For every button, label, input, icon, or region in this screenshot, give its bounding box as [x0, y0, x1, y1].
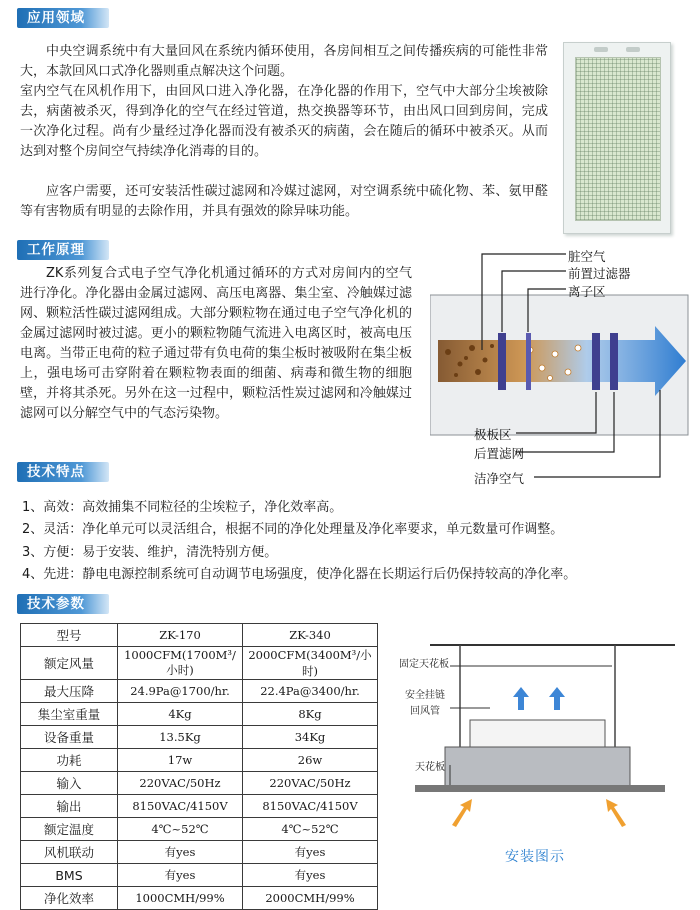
param-value-cell: 8Kg: [243, 703, 378, 726]
table-header-cell: ZK-170: [118, 624, 243, 647]
principle-paragraph: ZK系列复合式电子空气净化机通过循环的方式对房间内的空气进行净化。净化器由金属过滤网、高压电离器、集尘室、冷触媒过滤网、颗粒活性碳过滤网组成。大部分颗粒物在通过电子空气净化机的金属过滤网时被过滤。更小的颗粒物随气流进入电离区时，被高电压电离。当带正电荷的粒子通过带有负电荷的集尘板时被吸附在集尘板上，强电场可击穿附着在颗粒物表面的细菌、病毒和微生物的细胞壁，并将其杀死。另外在这一过程中，颗粒活性炭过滤网和冷触媒过滤网可以分解空气中的气态污染物。: [20, 266, 412, 421]
table-header-row: [21, 624, 378, 647]
param-name-cell: 集尘室重量: [21, 703, 118, 726]
table-row: [21, 841, 378, 864]
airflow-up-arrow-icon: [513, 687, 565, 710]
table-row: [21, 749, 378, 772]
param-name-cell: 功耗: [21, 749, 118, 772]
param-value-cell: 2000CMH/99%: [243, 887, 378, 910]
section-title-application: 应用领域: [17, 8, 109, 28]
diagram-label-dirty-air: 脏空气: [568, 249, 606, 264]
param-name-cell: 输入: [21, 772, 118, 795]
param-value-cell: 8150VAC/4150V: [243, 795, 378, 818]
param-value-cell: 有yes: [118, 841, 243, 864]
pre-filter-plate: [498, 333, 506, 390]
param-value-cell: 4℃~52℃: [243, 818, 378, 841]
diagram-label-post-filter: 后置滤网: [474, 446, 525, 461]
table-header-cell: 型号: [21, 624, 118, 647]
param-value-cell: 13.5Kg: [118, 726, 243, 749]
param-value-cell: 17w: [118, 749, 243, 772]
application-paragraph-1: 中央空调系统中有大量回风在系统内循环使用，各房间相互之间传播疾病的可能性非常大，本款回风口式净化器则重点解决这个问题。: [20, 44, 548, 79]
filter-latch-icon: [594, 47, 608, 52]
ion-zone-plate: [526, 333, 531, 390]
table-row: [21, 680, 378, 703]
param-value-cell: 24.9Pa@1700/hr.: [118, 680, 243, 703]
collector-plate: [592, 333, 600, 390]
param-value-cell: 1000CMH/99%: [118, 887, 243, 910]
diagram-label-ion-zone: 离子区: [568, 284, 606, 299]
spec-table: [20, 623, 378, 910]
application-paragraph-3: 应客户需要，还可安装活性碳过滤网和冷媒过滤网，对空调系统中硫化物、苯、氨甲醛等有害物质有明显的去除作用，并具有强效的除异味功能。: [20, 184, 548, 219]
table-row: [21, 887, 378, 910]
install-label-safety-chain: 安全挂链: [405, 690, 445, 701]
filter-grille: [575, 57, 661, 221]
airflow-in-arrow-icon: [452, 799, 626, 827]
param-value-cell: 4Kg: [118, 703, 243, 726]
application-paragraph-2: 室内空气在风机作用下，由回风口进入净化器，在净化器的作用下，空气中大部分尘埃被除去，病菌被杀灭，得到净化的空气在经过管道，热交换器等环节，由出风口回到房间，完成一次净化过程。尚有少量经过净化器而没有被杀灭的病菌，会在随后的循环中被杀灭。从而达到对整个房间空气持续净化消毒的目的。: [20, 84, 548, 159]
feature-item: 1、高效：高效捕集不同粒径的尘埃粒子，净化效率高。: [22, 500, 343, 515]
post-filter-plate: [610, 333, 618, 390]
param-value-cell: 1000CFM(1700M³/小时): [118, 647, 243, 680]
param-value-cell: 22.4Pa@3400/hr.: [243, 680, 378, 703]
table-row: [21, 647, 378, 680]
param-name-cell: 额定风量: [21, 647, 118, 680]
diagram-label-clean-air: 洁净空气: [474, 471, 525, 486]
param-value-cell: 220VAC/50Hz: [118, 772, 243, 795]
param-value-cell: 4℃~52℃: [118, 818, 243, 841]
param-value-cell: 8150VAC/4150V: [118, 795, 243, 818]
table-row: [21, 703, 378, 726]
param-name-cell: 风机联动: [21, 841, 118, 864]
purifier-airflow-diagram: [430, 240, 700, 490]
filter-latch-icon: [626, 47, 640, 52]
table-row: [21, 772, 378, 795]
feature-item: 2、灵活：净化单元可以灵活组合，根据不同的净化处理量及净化率要求，单元数量可作调整。: [22, 522, 564, 537]
param-value-cell: 34Kg: [243, 726, 378, 749]
table-row: [21, 795, 378, 818]
param-value-cell: 有yes: [243, 864, 378, 887]
diagram-label-plate-zone: 极板区: [474, 427, 512, 442]
param-value-cell: 26w: [243, 749, 378, 772]
table-row: [21, 726, 378, 749]
install-label-ceiling: 天花板: [415, 762, 445, 773]
feature-item: 3、方便：易于安装、维护，清洗特别方便。: [22, 545, 278, 560]
section-title-features: 技术特点: [17, 462, 109, 482]
section-title-principle: 工作原理: [17, 240, 109, 260]
param-value-cell: 有yes: [118, 864, 243, 887]
param-name-cell: 设备重量: [21, 726, 118, 749]
return-air-filter-image: [563, 42, 671, 234]
param-name-cell: 净化效率: [21, 887, 118, 910]
ceiling-panel: [415, 785, 665, 792]
feature-item: 4、先进：静电电源控制系统可自动调节电场强度，使净化器在长期运行后仍保持较高的净化率。: [22, 567, 577, 582]
section-title-specs: 技术参数: [17, 594, 109, 614]
table-row: [21, 864, 378, 887]
param-name-cell: 额定温度: [21, 818, 118, 841]
param-name-cell: 最大压降: [21, 680, 118, 703]
param-name-cell: BMS: [21, 864, 118, 887]
install-caption: 安装图示: [505, 849, 565, 865]
purifier-unit: [445, 747, 630, 787]
table-header-cell: ZK-340: [243, 624, 378, 647]
param-name-cell: 输出: [21, 795, 118, 818]
install-label-return-duct: 回风管: [410, 706, 440, 717]
param-value-cell: 2000CFM(3400M³/小时): [243, 647, 378, 680]
install-label-fixed-ceiling: 固定天花板: [399, 659, 449, 670]
table-row: [21, 818, 378, 841]
param-value-cell: 有yes: [243, 841, 378, 864]
diagram-label-pre-filter: 前置过滤器: [568, 266, 631, 281]
return-air-duct: [470, 720, 605, 747]
param-value-cell: 220VAC/50Hz: [243, 772, 378, 795]
